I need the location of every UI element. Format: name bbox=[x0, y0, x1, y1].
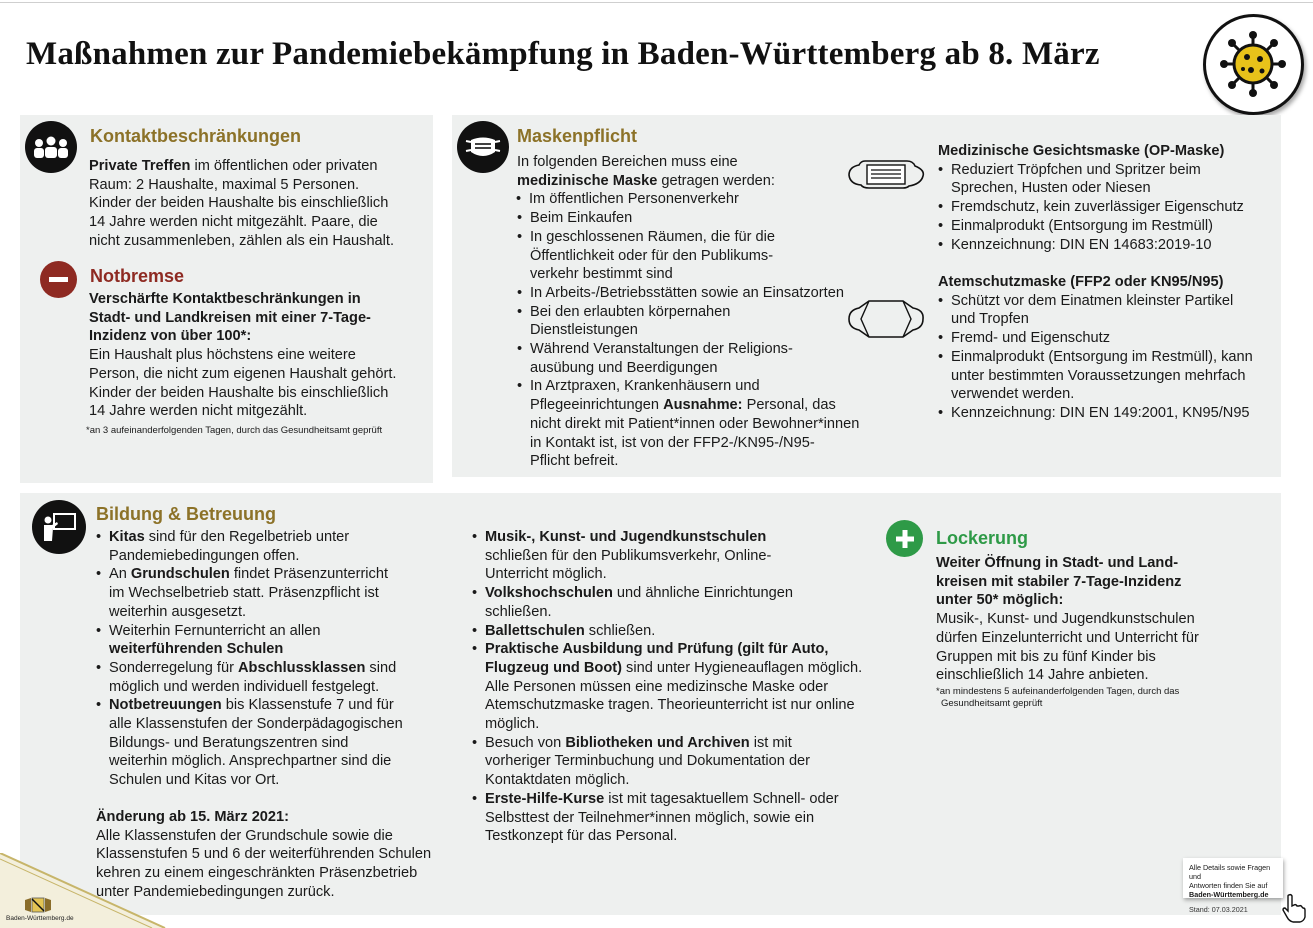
aenderung-heading: Änderung ab 15. März 2021: bbox=[96, 809, 290, 825]
list-item-bold: Flugzeug und Boot) bbox=[485, 659, 622, 676]
list-item-text: weiterhin ausgesetzt. bbox=[109, 603, 247, 620]
list-item-text: Unterricht möglich. bbox=[485, 566, 607, 583]
list-item bbox=[96, 659, 403, 696]
aenderung-line: kehren zu einem eingeschränkten Präsenzbetrieb bbox=[96, 865, 418, 882]
list-item bbox=[516, 190, 859, 209]
list-item-text: Einmalprodukt (Entsorgung im Restmüll) bbox=[951, 217, 1213, 234]
list-item-text: unter bestimmten Voraussetzungen mehrfach bbox=[951, 367, 1246, 384]
list-item-bold: weiterführenden Schulen bbox=[109, 641, 284, 658]
list-item-text: In Arztpraxen, Krankenhäusern und bbox=[530, 378, 760, 395]
list-item bbox=[517, 303, 859, 340]
lockerung-line: dürfen Einzelunterricht und Unterricht für bbox=[936, 629, 1199, 646]
list-item-text: weiterhin möglich. Ansprechpartner sind die bbox=[109, 753, 392, 770]
list-item-text: Testkonzept für das Personal. bbox=[485, 828, 678, 845]
list-item-text: Sonderregelung für bbox=[109, 659, 238, 676]
list-item-bold: Kitas bbox=[109, 529, 145, 545]
aenderung-line: Alle Klassenstufen der Grundschule sowie die bbox=[96, 827, 393, 844]
list-item-text: Pandemiebedingungen offen. bbox=[109, 547, 300, 564]
lockerung-text bbox=[936, 554, 1199, 685]
bildung-heading: Bildung & Betreuung bbox=[96, 504, 276, 524]
list-item-text: Selbsttest der Teilnehmer*innen möglich, sowie ein bbox=[485, 809, 815, 826]
list-item-text: Im öffentlichen Personenverkehr bbox=[529, 191, 739, 208]
list-item-bold: Abschlussklassen bbox=[238, 659, 366, 676]
list-item-text: sind für den Regelbetrieb unter bbox=[144, 529, 350, 545]
notbremse-bold-line: Inzidenz von über 100*: bbox=[89, 328, 252, 345]
list-item bbox=[938, 198, 1244, 217]
list-item-text: Besuch von bbox=[485, 734, 566, 751]
list-item-text: verwendet werden. bbox=[951, 386, 1075, 403]
list-item-text: verkehr bestimmt sind bbox=[530, 266, 673, 283]
notbremse-bold-line: Verschärfte Kontaktbeschränkungen in bbox=[89, 291, 361, 307]
list-item bbox=[472, 790, 862, 846]
list-item bbox=[517, 377, 859, 471]
list-item-bold: Ausnahme: bbox=[663, 397, 743, 414]
kontakt-text bbox=[89, 157, 394, 251]
list-item-text: Kennzeichnung: DIN EN 14683:2019-10 bbox=[951, 236, 1212, 253]
kontakt-line: Kinder der beiden Haushalte bis einschließlich bbox=[89, 195, 389, 212]
info-box-link[interactable]: Baden-Württemberg.de bbox=[1189, 890, 1269, 899]
notbremse-line: Kinder der beiden Haushalte bis einschließlich bbox=[89, 384, 389, 401]
list-item-text: schließen. bbox=[584, 622, 656, 639]
list-item-text: ist mit tagesaktuellem Schnell- oder bbox=[604, 790, 839, 807]
list-item-bold: Grundschulen bbox=[130, 566, 230, 583]
list-item-bold: Volkshochschulen bbox=[485, 585, 613, 602]
kontakt-line: 14 Jahre werden nicht mitgezählt. Paare, die bbox=[89, 214, 378, 231]
list-item-text: findet Präsenzunterricht bbox=[229, 566, 389, 583]
lockerung-line: Gruppen mit bis zu fünf Kinder bis bbox=[936, 648, 1156, 665]
lockerung-footnote-line: Gesundheitsamt geprüft bbox=[941, 697, 1043, 709]
virus-icon bbox=[1206, 17, 1301, 112]
op-mask-info bbox=[938, 142, 1244, 254]
list-item-text: Personal, das bbox=[742, 397, 836, 414]
maske-intro-bold: medizinische Maske bbox=[517, 172, 658, 189]
list-item-text: möglich und werden individuell festgelegt. bbox=[109, 678, 380, 695]
list-item-text: Kennzeichnung: DIN EN 149:2001, KN95/N95 bbox=[951, 404, 1250, 421]
ffp2-mask-info bbox=[938, 273, 1253, 423]
list-item-text: Pflicht befreit. bbox=[530, 453, 619, 470]
notbremse-text bbox=[89, 290, 396, 421]
info-box-line: Alle Details sowie Fragen und bbox=[1189, 863, 1271, 881]
list-item-text: An bbox=[109, 566, 131, 583]
kontakt-bold: Private Treffen bbox=[89, 158, 191, 174]
teacher-icon bbox=[32, 500, 86, 554]
notbremse-footnote: *an 3 aufeinanderfolgenden Tagen, durch das Gesundheitsamt geprüft bbox=[86, 425, 383, 436]
list-item-bold: Erste-Hilfe-Kurse bbox=[485, 790, 605, 807]
list-item-text: in Kontakt ist, ist von der FFP2-/KN95-/N95- bbox=[530, 434, 815, 451]
list-item-bold: Ballettschulen bbox=[485, 622, 585, 639]
list-item-text: bis Klassenstufe 7 und für bbox=[221, 697, 394, 714]
people-icon bbox=[25, 121, 77, 173]
hand-pointer-icon bbox=[1281, 893, 1307, 923]
list-item bbox=[472, 528, 862, 584]
list-item-text: Kontaktdaten möglich. bbox=[485, 772, 630, 789]
list-item bbox=[96, 622, 403, 659]
lockerung-line: einschließlich 14 Jahre anbieten. bbox=[936, 667, 1149, 684]
list-item bbox=[472, 584, 862, 621]
list-item-text: nicht direkt mit Patient*innen oder Bewohner*innen bbox=[530, 415, 860, 432]
list-item-text: Weiterhin Fernunterricht an allen bbox=[109, 622, 321, 639]
virus-badge bbox=[1203, 14, 1304, 115]
info-box-line: Antworten finden Sie auf bbox=[1189, 881, 1268, 890]
list-item-text: schließen für den Publikumsverkehr, Online- bbox=[485, 547, 772, 564]
list-item-bold: Bibliotheken und Archiven bbox=[565, 734, 750, 751]
list-item bbox=[938, 161, 1244, 198]
list-item-text: In Arbeits-/Betriebsstätten sowie an Einsatzorten bbox=[530, 284, 844, 301]
list-item-text: vorheriger Terminbuchung und Dokumentation der bbox=[485, 753, 811, 770]
lockerung-bold-line: unter 50* möglich: bbox=[936, 592, 1064, 609]
list-item-text: Reduziert Tröpfchen und Spritzer beim bbox=[951, 161, 1201, 178]
lockerung-bold-line: Weiter Öffnung in Stadt- und Land- bbox=[936, 555, 1179, 571]
list-item bbox=[938, 236, 1244, 255]
list-item-text: und Tropfen bbox=[951, 311, 1029, 328]
maske-intro: getragen werden: bbox=[657, 172, 775, 189]
kontakt-heading: Kontaktbeschränkungen bbox=[90, 126, 302, 146]
list-item-text: schließen. bbox=[485, 603, 552, 620]
minus-icon bbox=[40, 261, 77, 298]
list-item bbox=[517, 340, 859, 377]
list-item bbox=[938, 329, 1253, 348]
list-item bbox=[938, 217, 1244, 236]
notbremse-line: Ein Haushalt plus höchstens eine weitere bbox=[89, 347, 356, 364]
list-item-text: Beim Einkaufen bbox=[530, 210, 633, 227]
aenderung-line: unter Pandemiebedingungen zurück. bbox=[96, 883, 335, 900]
list-item-text: im Wechselbetrieb statt. Präsenzpflicht ist bbox=[109, 585, 379, 602]
list-item-text: In geschlossenen Räumen, die für die bbox=[530, 228, 776, 245]
list-item-text: Schützt vor dem Einatmen kleinster Partikel bbox=[951, 292, 1234, 309]
list-item-text: Dienstleistungen bbox=[530, 322, 638, 339]
list-item-text: Einmalprodukt (Entsorgung im Restmüll), kann bbox=[951, 348, 1253, 365]
maske-intro: In folgenden Bereichen muss eine bbox=[517, 154, 738, 170]
list-item bbox=[517, 209, 859, 228]
page-title: Maßnahmen zur Pandemiebekämpfung in Baden-Württemberg ab 8. März bbox=[26, 36, 1100, 72]
list-item-text: alle Klassenstufen der Sonderpädagogischen bbox=[109, 716, 403, 733]
list-item bbox=[517, 228, 859, 284]
lockerung-bold-line: kreisen mit stabiler 7-Tage-Inzidenz bbox=[936, 573, 1182, 590]
notbremse-heading: Notbremse bbox=[90, 266, 185, 286]
op-mask-icon bbox=[847, 158, 925, 190]
list-item-bold: Praktische Ausbildung und Prüfung (gilt für Auto, bbox=[485, 641, 829, 658]
list-item bbox=[472, 622, 862, 641]
lockerung-heading: Lockerung bbox=[936, 528, 1029, 548]
op-mask-heading: Medizinische Gesichtsmaske (OP-Maske) bbox=[938, 143, 1225, 159]
ffp2-mask-heading: Atemschutzmaske (FFP2 oder KN95/N95) bbox=[938, 274, 1224, 290]
maske-text bbox=[517, 153, 859, 471]
info-box bbox=[1183, 858, 1283, 898]
top-rule bbox=[0, 2, 1313, 3]
lockerung-footnote bbox=[936, 686, 1179, 709]
list-item-text: sind bbox=[365, 659, 397, 676]
list-item bbox=[517, 284, 859, 303]
list-item-text: sind unter Hygieneauflagen möglich. bbox=[621, 659, 863, 676]
list-item-text: Während Veranstaltungen der Religions- bbox=[530, 341, 793, 358]
list-item-bold: Musik-, Kunst- und Jugendkunstschulen bbox=[485, 529, 767, 545]
list-item-text: Fremdschutz, kein zuverlässiger Eigenschutz bbox=[951, 199, 1244, 216]
list-item bbox=[472, 640, 862, 734]
list-item-text: ausübung und Beerdigungen bbox=[530, 359, 718, 376]
list-item bbox=[938, 292, 1253, 329]
list-item bbox=[96, 528, 403, 565]
stand-date: Stand: 07.03.2021 bbox=[1189, 905, 1248, 914]
kontakt-line: im öffentlichen oder privaten bbox=[190, 158, 378, 174]
lockerung-line: Musik-, Kunst- und Jugendkunstschulen bbox=[936, 611, 1195, 628]
list-item bbox=[96, 696, 403, 790]
list-item-text: Bei den erlaubten körpernahen bbox=[530, 303, 731, 320]
aenderung-line: Klassenstufen 5 und 6 der weiterführenden Schulen bbox=[96, 846, 432, 863]
kontakt-line: nicht zusammenleben, zählen als ein Haushalt. bbox=[89, 232, 395, 249]
notbremse-line: 14 Jahre werden nicht mitgezählt. bbox=[89, 403, 308, 420]
bildung-col1 bbox=[96, 528, 403, 790]
list-item bbox=[472, 734, 862, 790]
plus-icon bbox=[886, 520, 923, 557]
list-item-text: Fremd- und Eigenschutz bbox=[951, 330, 1110, 347]
list-item-text: Schulen und Kitas vor Ort. bbox=[109, 772, 280, 789]
lockerung-footnote-line: *an mindestens 5 aufeinanderfolgenden Tagen, durch das bbox=[936, 686, 1180, 697]
bildung-col2 bbox=[472, 528, 862, 846]
notbremse-bold-line: Stadt- und Landkreisen mit einer 7-Tage- bbox=[89, 309, 371, 326]
ffp2-mask-icon bbox=[847, 298, 925, 340]
list-item-text: ist mit bbox=[749, 734, 792, 751]
list-item bbox=[938, 348, 1253, 404]
kontakt-line: Raum: 2 Haushalte, maximal 5 Personen. bbox=[89, 176, 360, 193]
maske-heading: Maskenpflicht bbox=[517, 126, 638, 146]
coat-of-arms-icon bbox=[22, 895, 54, 915]
list-item bbox=[96, 565, 403, 621]
list-item-text: und ähnliche Einrichtungen bbox=[612, 585, 793, 602]
list-item-text: Atemschutzmaske tragen. Theorieunterricht ist nur online bbox=[485, 697, 855, 714]
list-item-text: Sprechen, Husten oder Niesen bbox=[951, 180, 1151, 197]
mask-icon bbox=[457, 121, 509, 173]
list-item bbox=[938, 404, 1253, 423]
list-item-text: Bildungs- und Beratungszentren sind bbox=[109, 734, 349, 751]
list-item-text: Pflegeeinrichtungen bbox=[530, 397, 664, 414]
list-item-bold: Notbetreuungen bbox=[109, 697, 222, 714]
footer-link[interactable]: Baden-Württemberg.de bbox=[6, 915, 74, 922]
list-item-text: möglich. bbox=[485, 716, 540, 733]
notbremse-line: Person, die nicht zum eigenen Haushalt gehört. bbox=[89, 365, 397, 382]
list-item-text: Alle Personen müssen eine medizinsche Maske oder bbox=[485, 678, 829, 695]
list-item-text: Öffentlichkeit oder für den Publikums- bbox=[530, 247, 774, 264]
